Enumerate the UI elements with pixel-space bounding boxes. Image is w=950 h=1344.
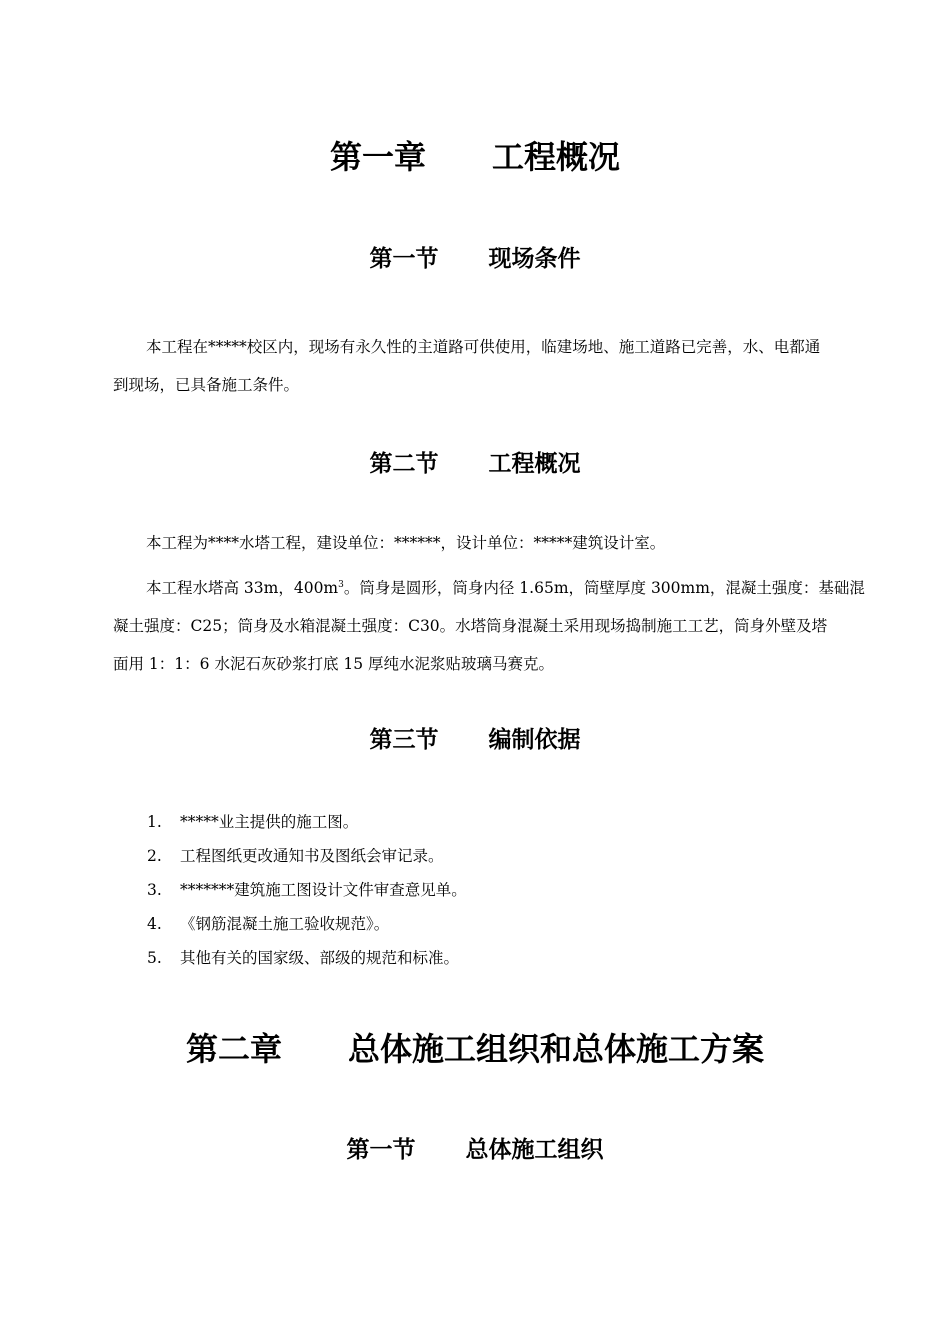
paragraph-line: 到现场，已具备施工条件。 (113, 376, 300, 394)
chapter-2-title: 总体施工组织和总体施工方案 (348, 1030, 765, 1068)
list-item (147, 948, 467, 982)
section-1-1-label: 第一节 (369, 245, 439, 272)
list-item (147, 914, 467, 948)
chapter-1-title: 工程概况 (492, 138, 621, 176)
diameter-strength-text: 。筒身是圆形，筒身内径 1.65m，筒壁厚度 300mm，混凝土强度：基础混 (343, 579, 865, 597)
section-2-1-title: 总体施工组织 (465, 1136, 604, 1163)
project-overview-paragraph-2 (113, 569, 883, 683)
list-item (147, 812, 467, 846)
section-1-1-title: 现场条件 (488, 245, 581, 272)
section-1-3-heading (0, 721, 950, 754)
paragraph-line: 本工程在*****校区内，现场有永久性的主道路可供使用，临建场地、施工道路已完善，水、电都通 (146, 338, 821, 356)
section-1-3-label: 第三节 (369, 726, 439, 753)
chapter-2-heading (0, 1024, 950, 1070)
section-1-2-label: 第二节 (369, 450, 439, 477)
list-item-number: 5. (147, 949, 162, 967)
section-1-1-heading (0, 240, 950, 273)
paragraph-line: 本工程为****水塔工程，建设单位：******，设计单位：*****建筑设计室。 (146, 534, 666, 552)
paragraph-line: 面用 1：1：6 水泥石灰砂浆打底 15 厚纯水泥浆贴玻璃马赛克。 (113, 655, 555, 673)
chapter-1-label: 第一章 (329, 138, 426, 176)
list-item-text: *****业主提供的施工图。 (180, 813, 359, 831)
site-conditions-paragraph (113, 328, 883, 404)
height-volume-text: 本工程水塔高 33m，400m (146, 579, 339, 597)
section-1-2-title: 工程概况 (488, 450, 581, 477)
list-item-text: 《钢筋混凝土施工验收规范》。 (180, 915, 390, 933)
paragraph-line (113, 569, 883, 607)
list-item-text: 工程图纸更改通知书及图纸会审记录。 (180, 847, 444, 865)
chapter-2-label: 第二章 (185, 1030, 282, 1068)
list-item (147, 846, 467, 880)
list-item-number: 4. (147, 915, 162, 933)
project-overview-paragraph-1 (113, 533, 883, 553)
cubic-superscript: 3 (338, 580, 344, 590)
list-item-number: 1. (147, 813, 162, 831)
list-item-text: 其他有关的国家级、部级的规范和标准。 (180, 949, 460, 967)
paragraph-line: 凝土强度：C25；筒身及水箱混凝土强度：C30。水塔筒身混凝土采用现场捣制施工工艺，筒身外壁及塔 (113, 617, 828, 635)
section-1-2-heading (0, 445, 950, 478)
list-item-number: 3. (147, 881, 162, 899)
list-item-text: *******建筑施工图设计文件审查意见单。 (180, 881, 467, 899)
section-1-3-title: 编制依据 (488, 726, 581, 753)
list-item (147, 880, 467, 914)
list-item-number: 2. (147, 847, 162, 865)
basis-list (147, 812, 467, 982)
chapter-1-heading (0, 132, 950, 178)
section-2-1-heading (0, 1131, 950, 1164)
section-2-1-label: 第一节 (346, 1136, 416, 1163)
